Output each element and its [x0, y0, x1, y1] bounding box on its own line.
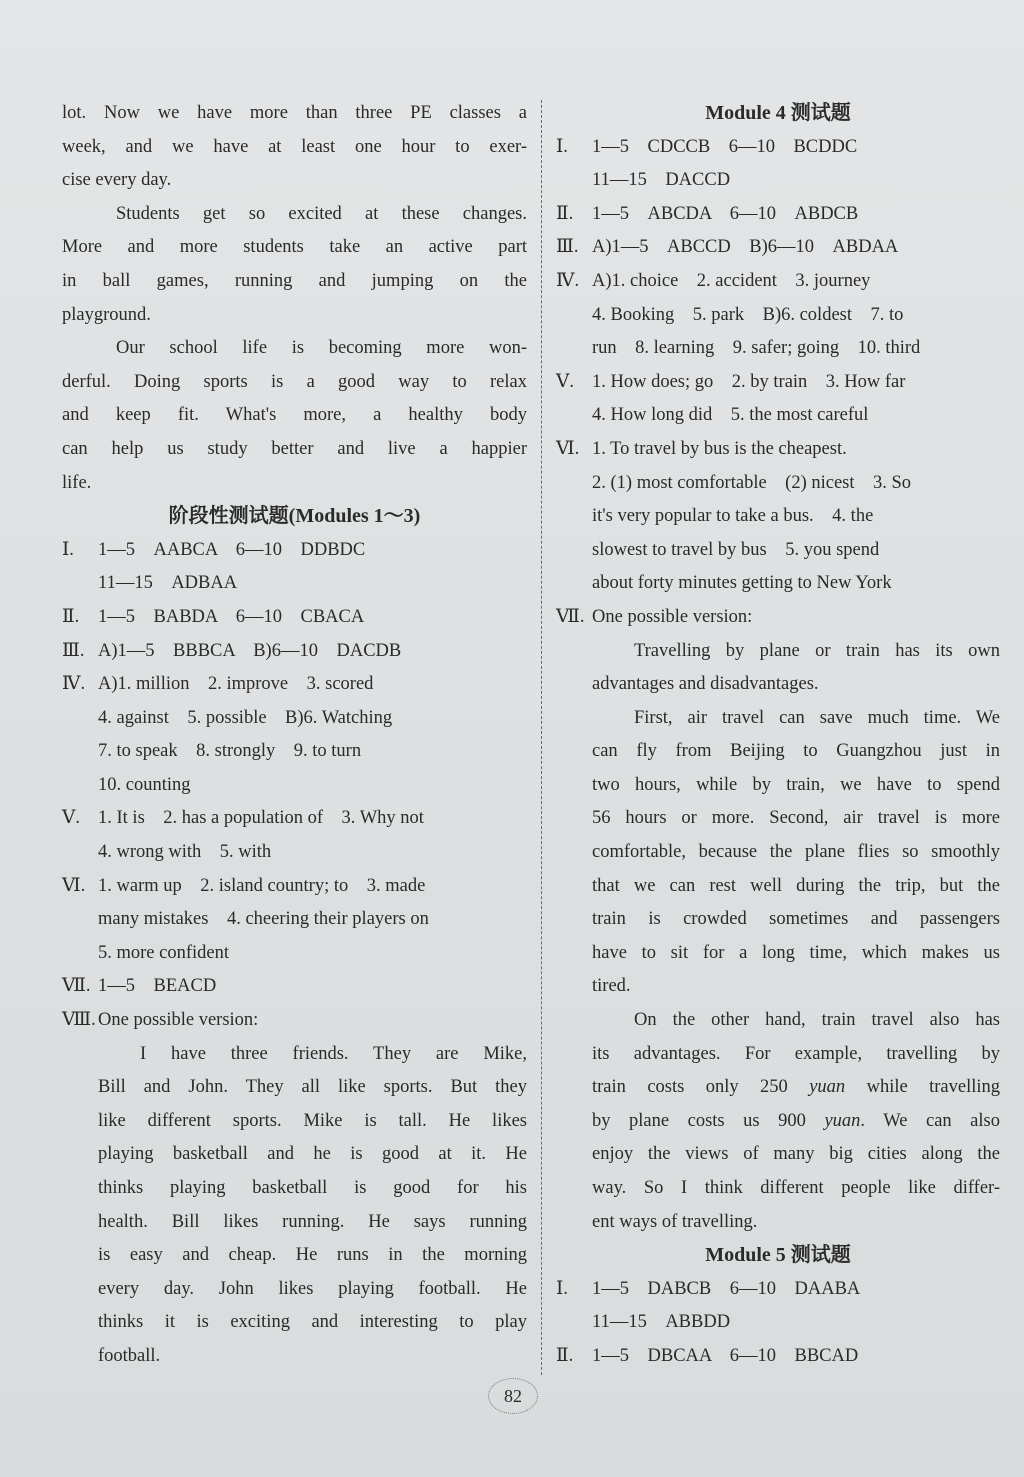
page-number: 82: [488, 1378, 538, 1414]
essay-line: First, air travel can save much time. We: [634, 707, 1000, 728]
item-number: Ⅷ.: [62, 1010, 96, 1031]
answer-item: [556, 231, 1000, 265]
essay-line: comfortable, because the plane flies so smoothly: [592, 842, 1000, 863]
item-text: A)1—5 ABCCD B)6—10 ABDAA: [592, 237, 899, 258]
item-text: many mistakes 4. cheering their players on: [98, 909, 429, 930]
answer-item: [62, 937, 527, 971]
text-line: playground.: [62, 304, 151, 325]
answer-item: [556, 299, 1000, 333]
answer-item: [556, 164, 1000, 198]
answer-item: [62, 802, 527, 836]
item-text: 1—5 BEACD: [98, 976, 217, 997]
item-number: [556, 299, 592, 333]
essay-line: thinks playing basketball is good for his: [98, 1178, 527, 1198]
item-number: Ⅰ.: [556, 136, 568, 157]
item-text: 11—15 ABBDD: [592, 1312, 731, 1333]
answer-item: [62, 903, 527, 937]
answer-item: [62, 1004, 527, 1038]
item-text: run 8. learning 9. safer; going 10. third: [592, 338, 921, 359]
item-number: Ⅳ.: [62, 674, 86, 695]
item-number: Ⅰ.: [556, 1278, 568, 1299]
module5-title: Module 5 测试题: [705, 1244, 851, 1267]
essay-line: football.: [98, 1345, 161, 1366]
item-text: 1—5 DBCAA 6—10 BBCAD: [592, 1345, 859, 1366]
item-number: [62, 937, 98, 971]
answer-item: [556, 1306, 1000, 1340]
answer-item: [62, 601, 527, 635]
answer-item: [556, 534, 1000, 568]
essay-line: way. So I think different people like differ-: [592, 1178, 1000, 1198]
item-number: [556, 500, 592, 534]
item-number: [62, 567, 98, 601]
answer-item: [556, 265, 1000, 299]
essay-line: health. Bill likes running. He says running: [98, 1211, 527, 1232]
item-text: 4. against 5. possible B)6. Watching: [98, 707, 393, 728]
item-text: it's very popular to take a bus. 4. the: [592, 506, 874, 527]
item-number: Ⅲ.: [62, 640, 85, 661]
item-text: A)1. million 2. improve 3. scored: [98, 674, 374, 695]
item-number: [62, 903, 98, 937]
text-line: and keep fit. What's more, a healthy body: [62, 405, 527, 426]
item-number: [62, 836, 98, 870]
text-line: derful. Doing sports is a good way to relax: [62, 371, 527, 392]
answer-item: [62, 668, 527, 702]
answer-item: [556, 601, 1000, 635]
item-text: One possible version:: [98, 1010, 259, 1031]
answer-item: [556, 1340, 1000, 1374]
item-number: Ⅵ.: [62, 875, 86, 896]
text-line: cise every day.: [62, 170, 172, 191]
item-text: 11—15 DACCD: [592, 170, 731, 191]
item-number: [556, 534, 592, 568]
item-number: [556, 567, 592, 601]
essay-line: every day. John likes playing football. He: [98, 1278, 527, 1299]
item-text: 1. It is 2. has a population of 3. Why not: [98, 808, 424, 829]
essay-line: that we can rest well during the trip, but the: [592, 875, 1000, 896]
item-text: 4. Booking 5. park B)6. coldest 7. to: [592, 304, 904, 325]
section-title: 阶段性测试题(Modules 1～3): [168, 505, 421, 528]
answer-item: [556, 467, 1000, 501]
item-text: 4. wrong with 5. with: [98, 842, 272, 863]
left-column: [62, 97, 527, 1374]
item-text: 1—5 DABCB 6—10 DAABA: [592, 1278, 861, 1299]
answer-item: [62, 769, 527, 803]
text-line: lot. Now we have more than three PE classes a: [62, 103, 527, 123]
module4-title: Module 4 测试题: [705, 102, 851, 124]
item-number: Ⅱ.: [556, 1345, 574, 1366]
item-text: A)1. choice 2. accident 3. journey: [592, 270, 871, 291]
item-text: 7. to speak 8. strongly 9. to turn: [98, 741, 362, 762]
essay-line: its advantages. For example, travelling by: [592, 1043, 1000, 1064]
item-text: 1. To travel by bus is the cheapest.: [592, 438, 847, 459]
text-line: More and more students take an active part: [62, 237, 527, 258]
item-text: 1. How does; go 2. by train 3. How far: [592, 371, 906, 392]
item-number: Ⅵ.: [556, 438, 580, 459]
answer-item: [62, 735, 527, 769]
item-text: 1—5 BABDA 6—10 CBACA: [98, 606, 365, 627]
essay-line: by plane costs us 900 yuan. We can also: [592, 1110, 1000, 1131]
item-number: [62, 769, 98, 803]
text-line: can help us study better and live a happier: [62, 438, 527, 459]
essay-line: playing basketball and he is good at it. He: [98, 1144, 527, 1165]
item-number: Ⅴ.: [556, 371, 574, 392]
essay-line: I have three friends. They are Mike,: [140, 1043, 527, 1064]
answer-item: [556, 366, 1000, 400]
item-number: Ⅳ.: [556, 270, 580, 291]
item-text: 11—15 ADBAA: [98, 573, 238, 594]
item-text: slowest to travel by bus 5. you spend: [592, 539, 880, 560]
essay-line: tired.: [592, 976, 631, 997]
text-line: Our school life is becoming more won-: [116, 338, 527, 359]
item-number: Ⅲ.: [556, 237, 579, 258]
answer-item: [556, 433, 1000, 467]
item-text: 1—5 AABCA 6—10 DDBDC: [98, 539, 366, 560]
essay-line: ent ways of travelling.: [592, 1211, 758, 1232]
item-number: [556, 1306, 592, 1340]
item-number: [62, 702, 98, 736]
essay-line: thinks it is exciting and interesting to play: [98, 1312, 527, 1333]
column-divider: [541, 100, 542, 1375]
essay-line: train is crowded sometimes and passengers: [592, 909, 1000, 930]
text-line: Students get so excited at these changes.: [116, 203, 527, 224]
text-line: life.: [62, 472, 92, 493]
item-text: 1—5 ABCDA 6—10 ABDCB: [592, 203, 859, 224]
answer-item: [556, 500, 1000, 534]
item-text: 1—5 CDCCB 6—10 BCDDC: [592, 136, 858, 157]
item-number: Ⅴ.: [62, 808, 80, 829]
item-text: 1. warm up 2. island country; to 3. made: [98, 875, 426, 896]
answer-item: [62, 970, 527, 1004]
answer-item: [556, 131, 1000, 165]
right-column: [556, 97, 1000, 1374]
essay-line: two hours, while by train, we have to spend: [592, 774, 1000, 795]
answer-item: [556, 1273, 1000, 1307]
essay-line: enjoy the views of many big cities along the: [592, 1144, 1000, 1165]
answer-item: [62, 836, 527, 870]
item-number: Ⅱ.: [556, 203, 574, 224]
item-number: Ⅰ.: [62, 539, 74, 560]
essay-line: train costs only 250 yuan while travelling: [592, 1077, 1000, 1098]
answer-item: [556, 567, 1000, 601]
item-text: 10. counting: [98, 774, 191, 795]
answer-item: [62, 534, 527, 568]
item-number: [556, 467, 592, 501]
item-text: 4. How long did 5. the most careful: [592, 405, 869, 426]
answer-item: [62, 702, 527, 736]
essay-line: like different sports. Mike is tall. He likes: [98, 1110, 527, 1131]
answer-item: [556, 399, 1000, 433]
item-text: A)1—5 BBBCA B)6—10 DACDB: [98, 640, 402, 661]
item-text: 5. more confident: [98, 942, 229, 963]
text-line: in ball games, running and jumping on the: [62, 270, 527, 291]
answer-item: [62, 870, 527, 904]
essay-line: can fly from Beijing to Guangzhou just in: [592, 741, 1000, 762]
essay-line: On the other hand, train travel also has: [634, 1010, 1000, 1031]
text-line: week, and we have at least one hour to exer-: [62, 136, 527, 157]
answer-item: [556, 198, 1000, 232]
item-text: One possible version:: [592, 606, 753, 627]
essay-line: Travelling by plane or train has its own: [634, 640, 1000, 661]
item-number: Ⅶ.: [62, 976, 91, 997]
item-number: Ⅶ.: [556, 606, 585, 627]
answer-item: [62, 635, 527, 669]
essay-line: have to sit for a long time, which makes us: [592, 942, 1000, 963]
item-number: [556, 399, 592, 433]
answer-item: [62, 567, 527, 601]
essay-line: is easy and cheap. He runs in the morning: [98, 1245, 527, 1266]
item-text: 2. (1) most comfortable (2) nicest 3. So: [592, 472, 912, 493]
essay-line: advantages and disadvantages.: [592, 674, 819, 695]
item-number: [556, 332, 592, 366]
item-number: [62, 735, 98, 769]
item-number: Ⅱ.: [62, 606, 80, 627]
item-text: about forty minutes getting to New York: [592, 573, 892, 594]
item-number: [556, 164, 592, 198]
essay-line: Bill and John. They all like sports. But they: [98, 1077, 527, 1098]
essay-line: 56 hours or more. Second, air travel is more: [592, 808, 1000, 829]
answer-item: [556, 332, 1000, 366]
